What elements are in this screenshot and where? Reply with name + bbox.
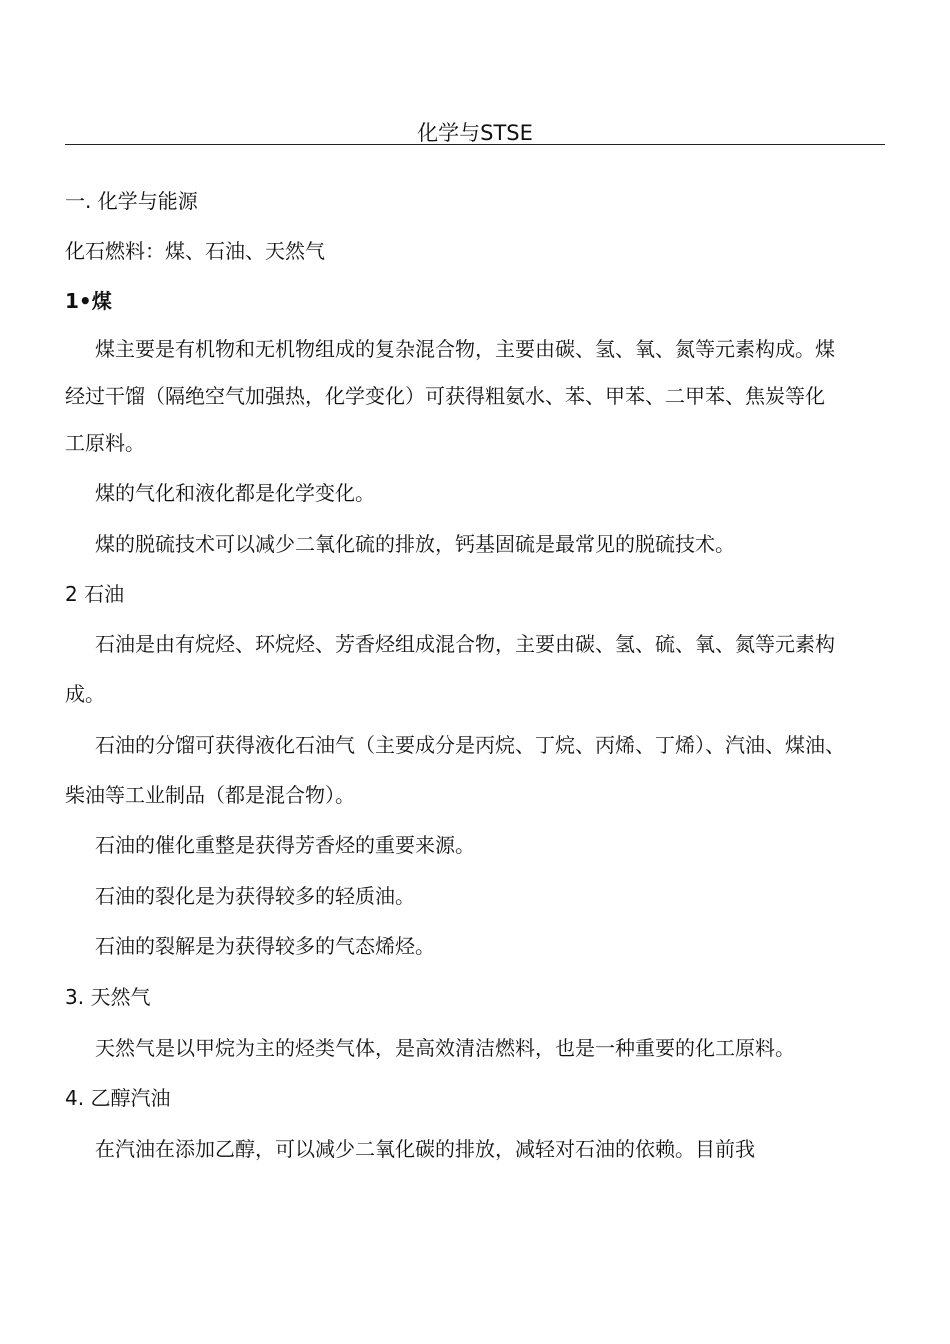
coal-paragraph-line: 煤主要是有机物和无机物组成的复杂混合物，主要由碳、氢、氧、氮等元素构成。煤 [95,337,835,361]
natural-gas-paragraph: 天然气是以甲烷为主的烃类气体，是高效清洁燃料，也是一种重要的化工原料。 [95,1036,795,1060]
coal-desulfurization-line: 煤的脱硫技术可以减少二氧化硫的排放，钙基固硫是最常见的脱硫技术。 [95,532,735,556]
natural-gas-heading: 3. 天然气 [65,985,151,1009]
petroleum-pyrolysis-line: 石油的裂解是为获得较多的气态烯烃。 [95,934,435,958]
petroleum-heading: 2 石油 [65,582,125,606]
coal-gasification-line: 煤的气化和液化都是化学变化。 [95,481,375,505]
section-heading-energy: 一. 化学与能源 [65,189,198,213]
petroleum-paragraph-line: 成。 [65,682,105,706]
petroleum-cracking-line: 石油的裂化是为获得较多的轻质油。 [95,884,415,908]
coal-heading: 1•煤 [65,289,112,313]
coal-paragraph-line: 工原料。 [65,431,145,455]
petroleum-reforming-line: 石油的催化重整是获得芳香烃的重要来源。 [95,833,475,857]
petroleum-distillation-line: 柴油等工业制品（都是混合物）。 [65,783,355,807]
ethanol-gasoline-heading: 4. 乙醇汽油 [65,1086,171,1110]
page-title: 化学与STSE [417,121,533,145]
petroleum-distillation-line: 石油的分馏可获得液化石油气（主要成分是丙烷、丁烷、丙烯、丁烯）、汽油、煤油、 [95,733,845,757]
petroleum-paragraph-line: 石油是由有烷烃、环烷烃、芳香烃组成混合物，主要由碳、氢、硫、氧、氮等元素构 [95,632,835,656]
fossil-fuels-line: 化石燃料：煤、石油、天然气 [65,239,325,263]
coal-paragraph-line: 经过干馏（隔绝空气加强热，化学变化）可获得粗氨水、苯、甲苯、二甲苯、焦炭等化 [65,384,825,408]
title-divider [65,144,885,145]
ethanol-gasoline-paragraph: 在汽油在添加乙醇，可以减少二氧化碳的排放，减轻对石油的依赖。目前我 [95,1137,755,1161]
